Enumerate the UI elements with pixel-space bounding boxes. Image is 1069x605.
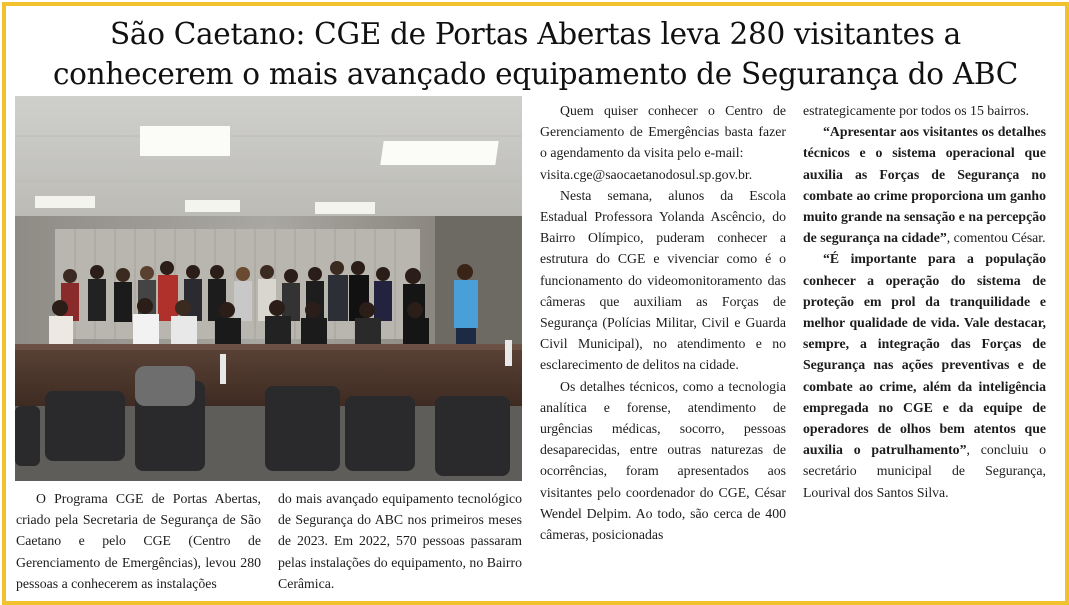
- paragraph-cameras-cont: estrategicamente por todos os 15 bairros.: [803, 103, 1030, 118]
- column-2: [278, 488, 522, 594]
- quote-secretary: [803, 248, 1046, 502]
- column-4: [803, 100, 1046, 503]
- column-3: [540, 100, 786, 545]
- contact-email: visita.cge@saocaetanodosul.sp.gov.br.: [540, 166, 753, 182]
- quote-cesar-attribution: , comentou César.: [946, 230, 1046, 246]
- photo-group-visitors: [15, 96, 522, 481]
- paragraph-contact: Quem quiser conhecer o Centro de Gerenciamento de Emergências basta fazer o agendamento da visita pelo e-mail:: [540, 103, 786, 161]
- quote-cesar: [803, 121, 1046, 248]
- quote-secretary-text: “É importante para a população conhecer a operação do sistema de proteção em prol da tranquilidade e melhor qualidade de vida. Vale destacar, sempre, a integração das Forças de Segurança nas ações preventivas e de combate ao crime, além da inteligência empregada no CGE e da equipe de operadores de olhos bem atentos que auxilia o patrulhamento”: [803, 251, 1046, 458]
- paragraph-intro-cont: do mais avançado equipamento tecnológico de Segurança do ABC nos primeiros meses de 2023. Em 2022, 570 pessoas passaram pelas instalações do equipamento, no Bairro Cerâmica.: [278, 491, 522, 591]
- quote-cesar-text: “Apresentar aos visitantes os detalhes técnicos e o sistema operacional que auxilia as Forças de Segurança no combate ao crime proporciona um ganho muito grande na sensação e na percepção de segurança na cidade”: [803, 124, 1046, 246]
- article-photo: [15, 96, 522, 481]
- paragraph-details: Os detalhes técnicos, como a tecnologia analítica e forense, atendimento de urgências médicas, socorro, pessoas desaparecidas, entre outras naturezas de ocorrências, foram apresentados aos visitantes pelo coordenador do CGE, César Wendel Delpim. Ao todo, são cerca de 400 câmeras, posicionadas: [540, 378, 786, 543]
- paragraph-visit: Nesta semana, alunos da Escola Estadual Professora Yolanda Ascêncio, do Bairro Olímpico, puderam conhecer a estrutura do CGE e vivenciar como é o funcionamento do videomonitoramento das câmeras que auxiliam as Forças de Segurança (Polícias Militar, Civil e Guarda Civil Municipal), no atendimento e no esclarecimento de delitos na cidade.: [540, 187, 786, 373]
- quote-secretary-attribution: , concluiu o secretário municipal de Segurança, Lourival dos Santos Silva.: [803, 442, 1046, 500]
- column-1: [16, 488, 261, 594]
- headline-line-1: São Caetano: CGE de Portas Abertas leva 280 visitantes a: [110, 17, 961, 51]
- headline: [6, 14, 1065, 94]
- headline-line-2: conhecerem o mais avançado equipamento de Segurança do ABC: [52, 57, 1019, 91]
- paragraph-intro: O Programa CGE de Portas Abertas, criado pela Secretaria de Segurança de São Caetano e pelo CGE (Centro de Gerenciamento de Emergências), levou 280 pessoas a conhecerem as instalações: [16, 491, 261, 591]
